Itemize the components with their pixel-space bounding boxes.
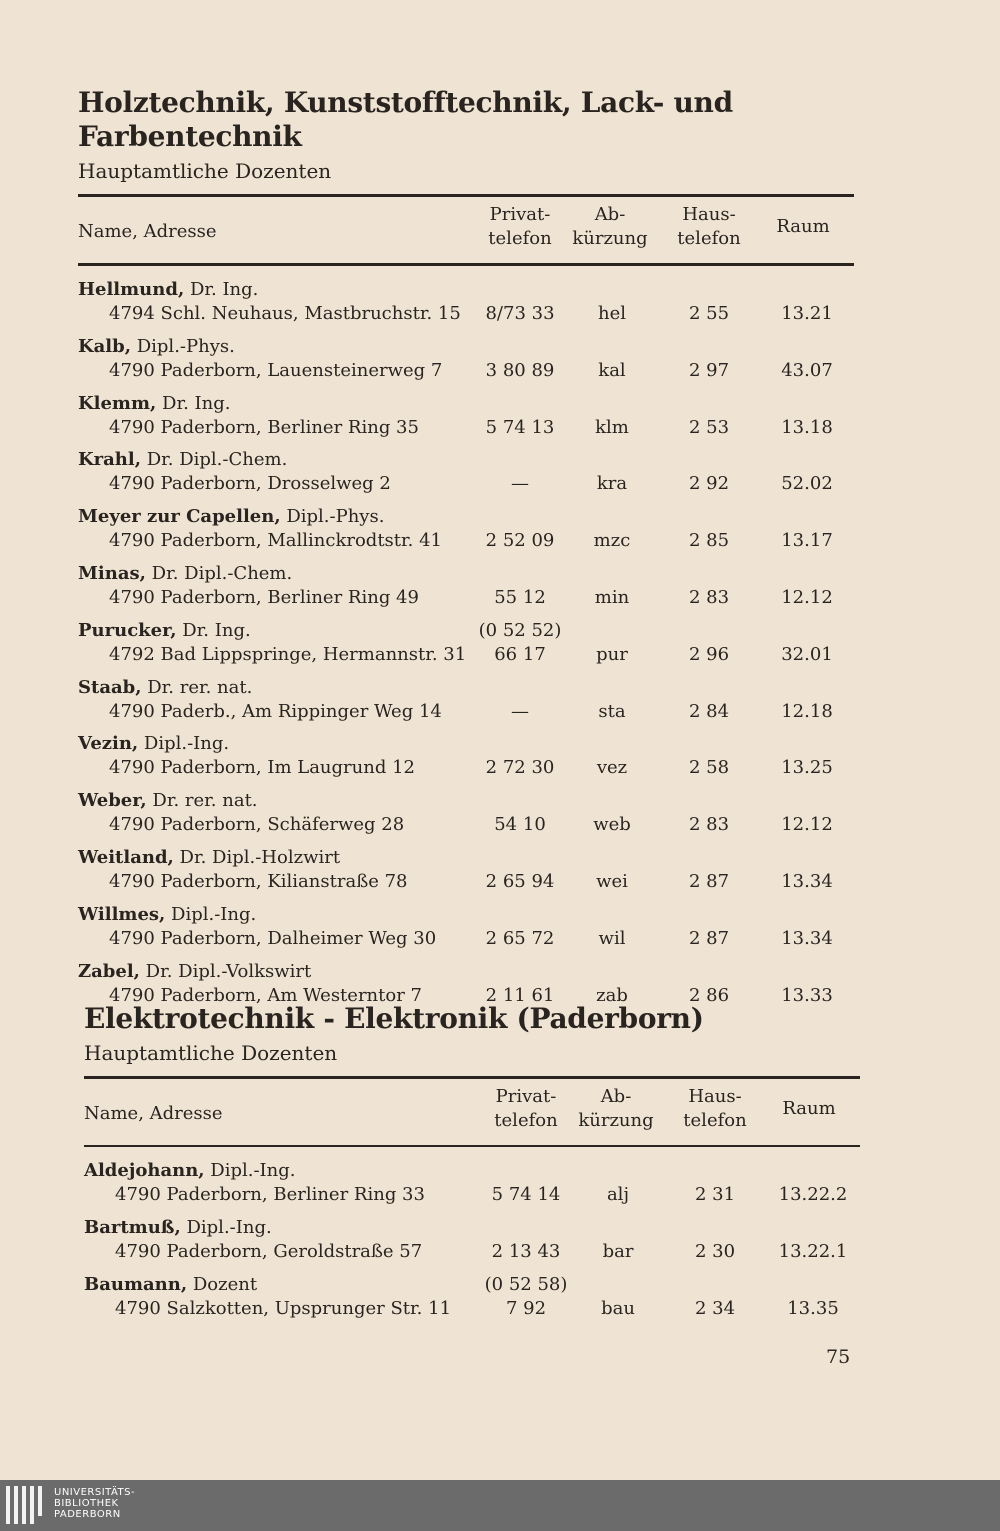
section-title: Elektrotechnik - Elektronik (Paderborn) (84, 1002, 704, 1035)
academic-title: Dr. Dipl.-Chem. (140, 449, 288, 471)
person-name (78, 619, 251, 643)
academic-title: Dr. rer. nat. (141, 676, 253, 698)
table-row (78, 380, 854, 437)
section-holztechnik (78, 86, 854, 1004)
raum: 13.17 (781, 530, 833, 552)
haustelefon: 2 30 (694, 1240, 736, 1262)
abkuerzung: web (593, 814, 631, 836)
address: 4790 Paderborn, Dalheimer Weg 30 (109, 927, 437, 949)
person-name (78, 335, 235, 359)
address: 4790 Paderborn, Kilianstraße 78 (109, 870, 408, 892)
privat-telefon: 3 80 89 (485, 359, 555, 381)
address: 4790 Paderborn, Geroldstraße 57 (115, 1240, 423, 1262)
person-name (78, 448, 287, 472)
privat-telefon: 54 10 (494, 814, 546, 836)
area-code: (0 52 58) (484, 1273, 568, 1295)
academic-title: Dr. Dipl.-Volkswirt (139, 960, 312, 982)
surname: Hellmund, (78, 279, 185, 300)
haustelefon: 2 92 (688, 473, 730, 495)
person-name (78, 903, 256, 927)
section-subtitle: Hauptamtliche Dozenten (84, 1041, 338, 1065)
section-subtitle: Hauptamtliche Dozenten (78, 159, 332, 183)
haustelefon: 2 83 (688, 586, 730, 608)
table-row (78, 834, 854, 891)
academic-title: Dipl.-Ing. (138, 733, 230, 755)
table-header (84, 1079, 860, 1145)
person-name (78, 562, 292, 586)
haustelefon: 2 34 (694, 1297, 736, 1319)
address: 4790 Paderborn, Berliner Ring 35 (109, 416, 419, 438)
page-number: 75 (826, 1346, 851, 1368)
table-row (78, 777, 854, 834)
person-name (78, 846, 340, 870)
header-raum: Raum (776, 216, 830, 237)
surname: Meyer zur Capellen, (78, 506, 281, 528)
address: 4790 Paderborn, Schäferweg 28 (109, 814, 405, 836)
address: 4794 Schl. Neuhaus, Mastbruchstr. 15 (109, 303, 461, 324)
person-name (78, 392, 230, 416)
table-row (78, 607, 854, 664)
person-name (78, 676, 252, 700)
haustelefon: 2 31 (694, 1184, 736, 1205)
surname: Staab, (78, 676, 142, 698)
surname: Bartmuß, (84, 1216, 181, 1238)
address: 4790 Paderborn, Im Laugrund 12 (109, 757, 415, 779)
academic-title: Dr. Ing. (184, 279, 259, 300)
privat-telefon: 2 11 61 (485, 984, 555, 1006)
surname: Willmes, (78, 903, 166, 925)
address: 4790 Salzkotten, Upsprunger Str. 11 (115, 1297, 452, 1319)
person-name (78, 960, 311, 984)
haustelefon: 2 55 (688, 303, 730, 324)
privat-telefon: 5 74 14 (491, 1184, 561, 1205)
academic-title: Dipl.-Ing. (180, 1216, 272, 1238)
raum: 12.12 (781, 586, 833, 608)
haustelefon: 2 83 (688, 814, 730, 836)
haustelefon: 2 86 (688, 984, 730, 1006)
academic-title: Dipl.-Phys. (131, 335, 235, 357)
table-row (78, 664, 854, 721)
surname: Kalb, (78, 335, 131, 357)
privat-telefon: 2 52 09 (485, 530, 555, 552)
raum: 32.01 (781, 643, 833, 665)
privat-telefon: 2 65 94 (485, 870, 555, 892)
table-row (78, 720, 854, 777)
surname: Purucker, (78, 619, 177, 641)
academic-title: Dr. Ing. (176, 619, 251, 641)
raum: 13.22.2 (778, 1184, 848, 1205)
raum: 13.33 (781, 984, 833, 1006)
raum: 13.34 (781, 927, 833, 949)
abkuerzung: vez (596, 757, 628, 779)
abkuerzung: kal (598, 359, 626, 381)
abkuerzung: kra (596, 473, 628, 495)
raum: 13.21 (781, 303, 833, 324)
header-haustelefon: Haus- telefon (683, 1086, 747, 1131)
table-body (78, 266, 854, 1004)
haustelefon: 2 87 (688, 927, 730, 949)
address: 4790 Paderborn, Mallinckrodtstr. 41 (109, 530, 442, 552)
raum: 52.02 (781, 473, 833, 495)
haustelefon: 2 85 (688, 530, 730, 552)
privat-telefon: — (511, 700, 529, 722)
surname: Krahl, (78, 449, 141, 471)
person-name (78, 278, 258, 302)
privat-telefon: 8/73 33 (485, 303, 555, 324)
library-footer (0, 1480, 1000, 1531)
person-name (78, 789, 258, 813)
address: 4790 Paderborn, Lauensteinerweg 7 (109, 359, 443, 381)
header-privat-telefon: Privat- telefon (488, 204, 552, 249)
academic-title: Dipl.-Ing. (165, 903, 257, 925)
person-name (78, 732, 229, 756)
abkuerzung: pur (596, 643, 628, 665)
raum: 13.34 (781, 870, 833, 892)
raum: 12.18 (781, 700, 833, 722)
academic-title: Dr. Dipl.-Chem. (145, 562, 293, 584)
abkuerzung: zab (596, 984, 628, 1006)
table-body (84, 1147, 860, 1317)
haustelefon: 2 87 (688, 870, 730, 892)
privat-telefon: — (511, 473, 529, 495)
raum: 13.22.1 (778, 1240, 848, 1262)
table-row (78, 436, 854, 493)
section-title: Holztechnik, Kunststofftechnik, Lack- und Farbentechnik (78, 86, 733, 153)
area-code: (0 52 52) (478, 619, 562, 641)
academic-title: Dr. Dipl.-Holzwirt (173, 846, 341, 868)
surname: Zabel, (78, 960, 140, 982)
raum: 13.18 (781, 416, 833, 438)
table-row (84, 1147, 860, 1204)
haustelefon: 2 96 (688, 643, 730, 665)
abkuerzung: min (594, 586, 630, 608)
privat-telefon: 2 13 43 (491, 1240, 561, 1262)
haustelefon: 2 53 (688, 416, 730, 438)
header-name: Name, Adresse (84, 1103, 223, 1124)
raum: 43.07 (781, 359, 833, 381)
academic-title: Dozent (187, 1273, 258, 1295)
table-row (78, 550, 854, 607)
haustelefon: 2 58 (688, 757, 730, 779)
library-logo-icon (6, 1486, 42, 1526)
raum: 13.25 (781, 757, 833, 779)
academic-title: Dr. rer. nat. (146, 790, 258, 812)
privat-telefon: 7 92 (505, 1297, 547, 1319)
person-name (84, 1273, 257, 1297)
academic-title: Dipl.-Ing. (204, 1160, 296, 1181)
privat-telefon: 2 72 30 (485, 757, 555, 779)
address: 4790 Paderb., Am Rippinger Weg 14 (109, 700, 442, 722)
academic-title: Dr. Ing. (156, 392, 231, 414)
table-row (78, 891, 854, 948)
surname: Weber, (78, 790, 147, 812)
library-name: UNIVERSITÄTS- BIBLIOTHEK PADERBORN (54, 1487, 136, 1520)
abkuerzung: wil (598, 927, 626, 949)
table-row (78, 266, 854, 323)
address: 4790 Paderborn, Berliner Ring 33 (115, 1184, 425, 1205)
surname: Aldejohann, (84, 1160, 205, 1181)
abkuerzung: alj (606, 1184, 630, 1205)
surname: Baumann, (84, 1273, 188, 1295)
privat-telefon: 2 65 72 (485, 927, 555, 949)
address: 4792 Bad Lippspringe, Hermannstr. 31 (109, 643, 467, 665)
person-name (84, 1159, 296, 1183)
header-haustelefon: Haus- telefon (677, 204, 741, 249)
privat-telefon: 66 17 (494, 643, 546, 665)
abkuerzung: bar (602, 1240, 634, 1262)
abkuerzung: wei (596, 870, 628, 892)
table-row (78, 948, 854, 1005)
abkuerzung: sta (598, 700, 626, 722)
header-abkuerzung: Ab- kürzung (572, 204, 648, 249)
header-abkuerzung: Ab- kürzung (578, 1086, 654, 1131)
abkuerzung: hel (597, 303, 626, 324)
header-name: Name, Adresse (78, 221, 217, 242)
table-row (78, 323, 854, 380)
abkuerzung: klm (595, 416, 629, 438)
table-row (84, 1261, 860, 1318)
person-name (78, 505, 384, 529)
privat-telefon: 5 74 13 (485, 416, 555, 438)
academic-title: Dipl.-Phys. (280, 506, 385, 528)
header-privat-telefon: Privat- telefon (494, 1086, 558, 1131)
section-elektrotechnik (84, 1002, 860, 1317)
table-row (78, 493, 854, 550)
haustelefon: 2 84 (688, 700, 730, 722)
address: 4790 Paderborn, Berliner Ring 49 (109, 586, 419, 608)
surname: Weitland, (78, 846, 174, 868)
surname: Vezin, (78, 733, 139, 755)
raum: 13.35 (787, 1297, 839, 1319)
privat-telefon: 55 12 (494, 586, 546, 608)
address: 4790 Paderborn, Drosselweg 2 (109, 473, 391, 495)
person-name (84, 1216, 272, 1240)
haustelefon: 2 97 (688, 359, 730, 381)
table-row (84, 1204, 860, 1261)
abkuerzung: bau (601, 1297, 635, 1319)
surname: Klemm, (78, 392, 157, 414)
raum: 12.12 (781, 814, 833, 836)
address: 4790 Paderborn, Am Westerntor 7 (109, 984, 422, 1006)
table-header (78, 197, 854, 263)
header-raum: Raum (782, 1098, 836, 1119)
abkuerzung: mzc (593, 530, 631, 552)
surname: Minas, (78, 562, 146, 584)
